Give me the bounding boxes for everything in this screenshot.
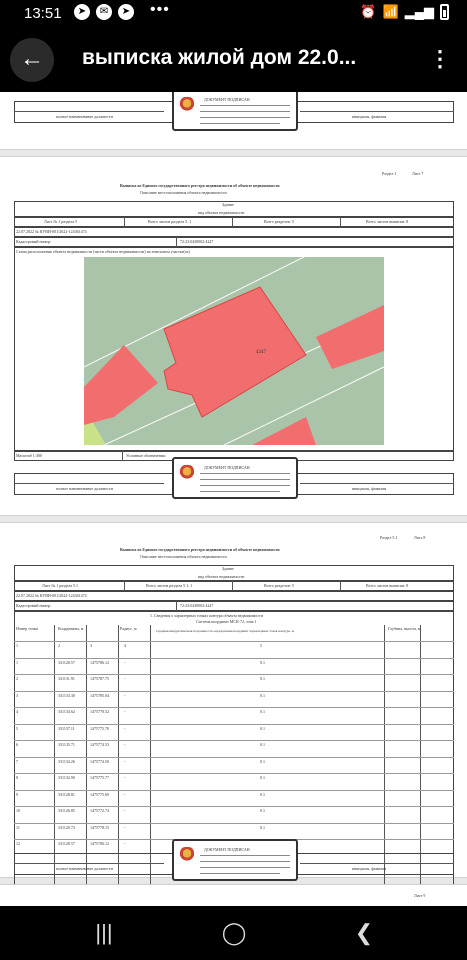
- telegram-icon: ➤: [118, 4, 134, 20]
- back-nav-button[interactable]: [344, 918, 384, 948]
- status-time: 13:51: [24, 5, 62, 22]
- table-cell: 331135.71: [58, 742, 75, 747]
- table-cell: 8: [16, 775, 18, 780]
- extract-title: Выписка из Единого государственного реестра недвижимости об объекте недвижимости: [120, 183, 280, 188]
- table-cell: -: [124, 676, 126, 681]
- digital-signature-stamp: ДОКУМЕНТ ПОДПИСАН: [172, 457, 298, 499]
- table-cell: 1475775.69: [90, 791, 109, 797]
- table-cell: 1475775.70: [90, 725, 109, 731]
- table-cell: 0.1: [260, 824, 265, 830]
- notification-icons: [74, 4, 134, 20]
- navigation-bar: [0, 906, 467, 960]
- table-cell: 331128.81: [58, 791, 75, 797]
- page-previous-bottom: [0, 92, 467, 150]
- table-cell: 1: [16, 643, 18, 648]
- table-cell: 0.1: [260, 742, 265, 747]
- table-cell: 9: [16, 791, 18, 797]
- table-cell: 1475778.52: [90, 709, 109, 714]
- table-cell: 5: [260, 643, 262, 648]
- app-bar: [0, 28, 467, 92]
- digital-signature-stamp: ДОКУМЕНТ ПОДПИСАН: [172, 839, 298, 881]
- home-button[interactable]: [214, 918, 254, 948]
- back-arrow-icon: ←: [20, 45, 44, 72]
- table-cell: 3: [16, 692, 18, 698]
- table-cell: 4: [16, 709, 18, 714]
- table-cell: -: [124, 742, 126, 747]
- table-cell: 0.1: [260, 808, 265, 813]
- building-label: 4247: [256, 350, 266, 355]
- status-bar: [0, 0, 467, 28]
- table-cell: 0.1: [260, 676, 265, 681]
- table-cell: 0.1: [260, 709, 265, 714]
- document-viewer[interactable]: [0, 92, 467, 906]
- emblem-icon: [180, 97, 194, 113]
- emblem-icon: [180, 465, 194, 481]
- signal-icon: ▂▄▆: [404, 4, 434, 19]
- table-cell: 11: [16, 824, 20, 830]
- signature-role: полное наименование должности: [56, 114, 113, 119]
- table-cell: 331120.73: [58, 824, 75, 830]
- table-cell: -: [124, 692, 126, 698]
- table-cell: 0.1: [260, 758, 265, 764]
- table-cell: -: [124, 791, 126, 797]
- table-cell: 1: [16, 659, 18, 665]
- system-icons: [360, 4, 449, 20]
- home-icon: ◯: [221, 920, 247, 945]
- table-cell: 1475785.04: [90, 692, 109, 698]
- table-cell: 7: [16, 758, 18, 764]
- messenger-icon: ✉: [96, 4, 112, 20]
- more-options-button[interactable]: [423, 42, 457, 76]
- back-nav-icon: ❮: [354, 920, 374, 945]
- table-cell: 331132.90: [58, 775, 75, 780]
- table-cell: 1475778.15: [90, 824, 109, 830]
- table-cell: 5: [16, 725, 18, 731]
- table-cell: -: [124, 758, 126, 764]
- table-cell: 0.1: [260, 725, 265, 731]
- document-title: выписка жилой дом 22.0...: [82, 46, 357, 69]
- table-cell: 331137.11: [58, 725, 75, 731]
- more-notifications-icon: •••: [150, 1, 170, 18]
- table-cell: 1475786.12: [90, 841, 109, 846]
- table-cell: 0.1: [260, 692, 265, 698]
- page-scheme: Раздел 1 Лист 7 Выписка из Единого государственного реестра недвижимости об объекте недвижимости Описание местоположения объекта недвижимости Здание вид объекта недвижимости Лист № 1 раздела 5 Всего листов раздела 5: 1 Всего разделов: 5 Всего листов выписки: 8 22.07.2022 № КУВИ-001/2022-124361474 Кадастровый номер: 72:23:0430002:4247 Схема расположения объекта недвижимости (части объекта недвижимости) на земельном участке(ах) 4247 Масштаб 1:300 Условные обозначения: полное наименование должности инициалы, фамилия ДОКУМЕНТ ПОДПИСАН: [0, 156, 467, 516]
- back-button[interactable]: [10, 38, 54, 82]
- table-cell: 331128.57: [58, 841, 75, 846]
- table-cell: 1475786.12: [90, 659, 109, 665]
- page-coordinates: Раздел 5.1 Лист 8 Выписка из Единого государственного реестра недвижимости об объекте недвижимости Описание местоположения объекта недвижимости Здание вид объекта недвижимости Лист № 1 раздела 5.1 Всего листов раздела 5.1: 1 Всего разделов: 5 Всего листов выписки: 8 22.07.2022 № КУВИ-001/2022-124361474 Кадастровый номер: 72:23:0430002:4247 1. Сведения о характерных точках контура объекта недвижимости Система координат МСК-72, зона 1 Номер точки Координаты, м Радиус, м Средняя квадратическая погрешность определения координат характерных точек контура, м Глубина, высота, м 1 2 3 4 5 1 331128.57 1475786.12 - 0.1 2 331131.91 1475787.75 - 0.1 3 331133.30 1475785.04 - 0.1 4 331134.62 1475778.52 - 0.1 5 331137.11 1475775.70 - 0.1 6 331135.71 1475774.53 - 0.1 7 331134.26 1475774.50 - 0.1 8 331132.90 1475775.77 - 0.1 9 331128.81 1475775.69 - 0.1 10 331126.85 1475772.74 - 0.1 11 331120.73 1475778.15 - 0.1 12 331128.57 1475786.12 - полное наименование должности инициалы, фамилия ДОКУМЕНТ ПОДПИСАН: [0, 522, 467, 878]
- table-cell: 331134.26: [58, 758, 75, 764]
- table-cell: 0.1: [260, 791, 265, 797]
- table-cell: 0.1: [260, 659, 265, 665]
- digital-signature-stamp: ДОКУМЕНТ ПОДПИСАН: [172, 92, 298, 131]
- table-cell: 10: [16, 808, 20, 813]
- table-cell: -: [124, 775, 126, 780]
- table-cell: -: [124, 725, 126, 731]
- table-cell: -: [124, 709, 126, 714]
- table-cell: 331126.85: [58, 808, 75, 813]
- table-cell: 1475772.74: [90, 808, 109, 813]
- page-next-top: Лист 9: [0, 884, 467, 906]
- site-plan-map: [84, 257, 384, 445]
- telegram-icon: ➤: [74, 4, 90, 20]
- table-cell: 331133.30: [58, 692, 75, 698]
- table-cell: 331128.57: [58, 659, 75, 665]
- table-cell: 2: [16, 676, 18, 681]
- table-cell: 331131.91: [58, 676, 75, 681]
- battery-icon: [440, 4, 449, 20]
- extract-title: Выписка из Единого государственного реестра недвижимости об объекте недвижимости: [120, 547, 280, 552]
- table-cell: -: [124, 841, 126, 846]
- table-cell: 1475774.53: [90, 742, 109, 747]
- table-cell: 0.1: [260, 775, 265, 780]
- wifi-icon: 📶: [382, 4, 399, 19]
- emblem-icon: [180, 847, 194, 863]
- table-cell: 1475787.75: [90, 676, 109, 681]
- table-cell: 1475774.50: [90, 758, 109, 764]
- table-cell: 6: [16, 742, 18, 747]
- table-cell: 4: [124, 643, 126, 648]
- table-cell: -: [124, 659, 126, 665]
- table-cell: 12: [16, 841, 20, 846]
- table-cell: 331134.62: [58, 709, 75, 714]
- table-cell: 1475775.77: [90, 775, 109, 780]
- table-cell: 2: [58, 643, 60, 648]
- table-cell: 3: [90, 643, 92, 648]
- more-vertical-icon: ⋮: [429, 46, 451, 71]
- table-cell: -: [124, 808, 126, 813]
- signature-name: инициалы, фамилия: [352, 114, 387, 119]
- alarm-icon: ⏰: [360, 4, 377, 19]
- table-cell: -: [124, 824, 126, 830]
- recent-apps-button[interactable]: [84, 918, 124, 948]
- recent-apps-icon: |||: [95, 920, 113, 945]
